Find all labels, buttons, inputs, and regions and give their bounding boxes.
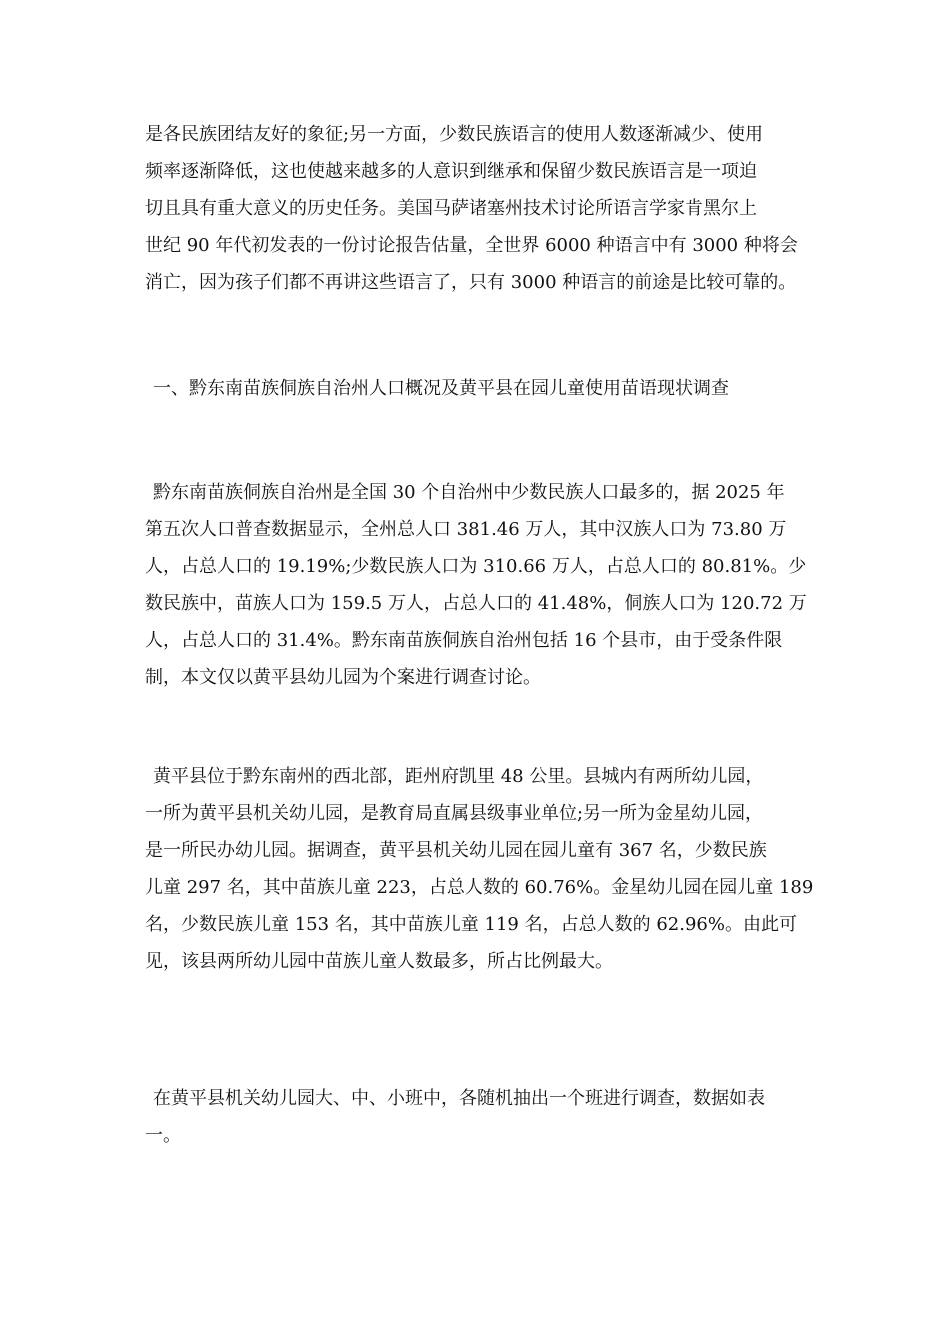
paragraph-survey [145,1080,805,1154]
text-line: 黔东南苗族侗族自治州是全国 30 个自治州中少数民族人口最多的，据 2025 年 [153,482,785,503]
text-line: 切且具有重大意义的历史任务。美国马萨诸塞州技术讨论所语言学家肯黑尔上 [145,198,757,219]
text-line: 见，该县两所幼儿园中苗族儿童人数最多，所占比例最大。 [145,951,613,972]
text-line: 在黄平县机关幼儿园大、中、小班中，各随机抽出一个班进行调查，数据如表 [153,1088,765,1109]
text-line: 频率逐渐降低，这也使越来越多的人意识到继承和保留少数民族语言是一项迫 [145,161,757,182]
paragraph-huangping [145,758,814,980]
paragraph-intro [145,116,805,301]
section-heading [145,370,805,407]
text-line: 是各民族团结友好的象征;另一方面，少数民族语言的使用人数逐渐减少、使用 [145,124,764,145]
text-line: 第五次人口普查数据显示，全州总人口 381.46 万人，其中汉族人口为 73.80 万 [145,519,787,540]
text-line: 儿童 297 名，其中苗族儿童 223，占总人数的 60.76%。金星幼儿园在园儿童 189 [145,877,814,898]
text-line: 是一所民办幼儿园。据调查，黄平县机关幼儿园在园儿童有 367 名，少数民族 [145,840,767,861]
text-line: 黄平县位于黔东南州的西北部，距州府凯里 48 公里。县城内有两所幼儿园， [153,766,764,787]
text-line: 人，占总人口的 31.4%。黔东南苗族侗族自治州包括 16 个县市，由于受条件限 [145,630,783,651]
text-line: 一所为黄平县机关幼儿园，是教育局直属县级事业单位;另一所为金星幼儿园， [145,803,764,824]
text-line: 制，本文仅以黄平县幼儿园为个案进行调查讨论。 [145,667,541,688]
text-line: 数民族中，苗族人口为 159.5 万人，占总人口的 41.48%，侗族人口为 120.72 万 [145,593,807,614]
text-line: 一。 [145,1125,181,1146]
paragraph-population [145,474,805,696]
text-line: 人，占总人口的 19.19%;少数民族人口为 310.66 万人，占总人口的 80.81%。少 [145,556,807,577]
text-line: 消亡，因为孩子们都不再讲这些语言了，只有 3000 种语言的前途是比较可靠的。 [145,272,797,293]
text-line: 世纪 90 年代初发表的一份讨论报告估量，全世界 6000 种语言中有 3000 种将会 [145,235,798,256]
text-line: 名，少数民族儿童 153 名，其中苗族儿童 119 名，占总人数的 62.96%。由此可 [145,914,797,935]
section-heading-text: 一、黔东南苗族侗族自治州人口概况及黄平县在园儿童使用苗语现状调查 [153,378,729,399]
